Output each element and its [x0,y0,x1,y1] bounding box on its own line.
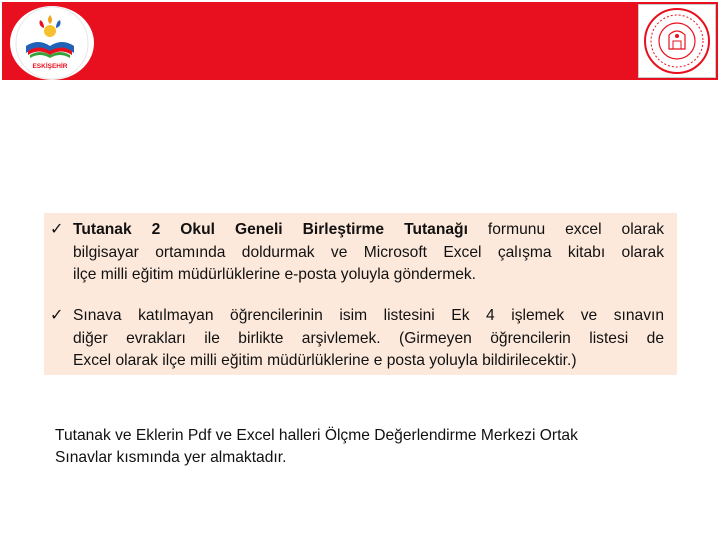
note-line: Sınavlar kısmında yer almaktadır. [55,449,287,466]
instructions-box [44,213,677,375]
header-banner [2,2,718,80]
item-bold-text: Tutanak 2 Okul Geneli Birleştirme Tutanağı [73,221,468,238]
ministry-seal-icon [639,5,715,77]
item-text: formunu excel olarak [467,221,665,238]
item-line: diğer evrakları ile birlikte arşivlemek. (Girmeyen öğrencilerin listesi de [73,329,664,347]
svg-text:ESKİŞEHİR: ESKİŞEHİR [32,63,68,70]
item-line: Sınava katılmayan öğrencilerinin isim listesini Ek 4 işlemek ve sınavın [73,307,664,324]
eskisehir-logo [10,6,94,80]
checkmark-icon: ✓ [50,307,64,324]
list-item [50,219,664,287]
item-line: Excel olarak ilçe milli eğitim müdürlüklerine e posta yoluyla bildirilecektir.) [73,352,577,369]
item-line: bilgisayar ortamında doldurmak ve Microsoft Excel çalışma kitabı olarak [73,243,664,261]
open-book-logo-icon [10,6,94,80]
item-line [50,219,664,242]
checkmark-icon: ✓ [50,221,64,238]
note-line: Tutanak ve Eklerin Pdf ve Excel halleri Ölçme Değerlendirme Merkezi Ortak [55,427,578,444]
footer-note [55,425,675,469]
ministry-seal [638,4,716,78]
item-line: ilçe milli eğitim müdürlüklerine e-posta yoluyla göndermek. [73,266,477,283]
list-item [50,305,664,373]
